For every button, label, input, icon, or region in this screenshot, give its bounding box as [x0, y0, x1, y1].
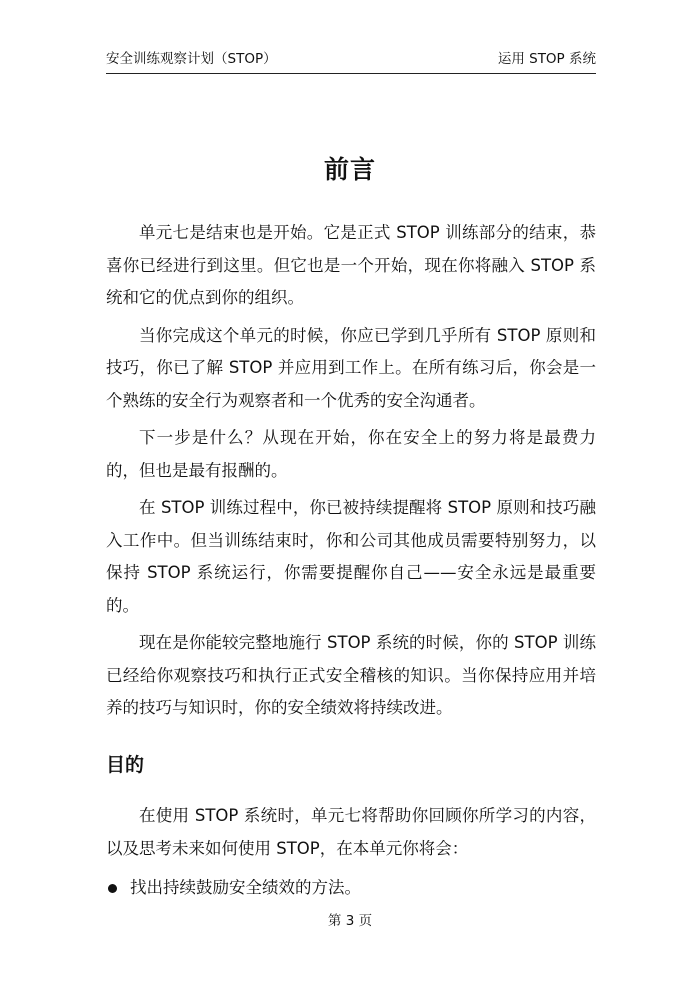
list-item	[106, 872, 596, 905]
section-heading-purpose: 目的	[106, 754, 145, 776]
list-item-text: 找出持续鼓励安全绩效的方法。	[130, 878, 361, 897]
header-divider	[106, 73, 596, 74]
preface-body	[106, 217, 596, 730]
paragraph: 单元七是结束也是开始。它是正式 STOP 训练部分的结束，恭喜你已经进行到这里。但它也是一个开始，现在你将融入 STOP 系统和它的优点到你的组织。	[106, 223, 596, 307]
paragraph: 现在是你能较完整地施行 STOP 系统的时候，你的 STOP 训练已经给你观察技巧和执行正式安全稽核的知识。当你保持应用并培养的技巧与知识时，你的安全绩效将持续改进。	[106, 633, 596, 717]
paragraph: 下一步是什么？从现在开始，你在安全上的努力将是最费力的，但也是最有报酬的。	[106, 428, 596, 480]
bullet-icon	[108, 884, 117, 893]
purpose-intro: 在使用 STOP 系统时，单元七将帮助你回顾你所学习的内容，以及思考未来如何使用 STOP，在本单元你将会：	[106, 806, 596, 858]
paragraph: 当你完成这个单元的时候，你应已学到几乎所有 STOP 原则和技巧，你已了解 STOP 并应用到工作上。在所有练习后，你会是一个熟练的安全行为观察者和一个优秀的安全沟通者。	[106, 325, 596, 410]
page-number: 第 3 页	[327, 913, 373, 929]
running-header	[106, 48, 596, 70]
header-right-text: 运用 STOP 系统	[497, 51, 596, 67]
paragraph: 在 STOP 训练过程中，你已被持续提醒将 STOP 原则和技巧融入工作中。但当训练结束时，你和公司其他成员需要特别努力，以保持 STOP 系统运行，你需要提醒你自己——安全永远是最重要的。	[106, 498, 596, 615]
page-title: 前言	[323, 155, 376, 184]
purpose-body	[106, 800, 596, 865]
bullet-list	[106, 872, 596, 905]
header-left-text: 安全训练观察计划（STOP）	[106, 51, 277, 67]
